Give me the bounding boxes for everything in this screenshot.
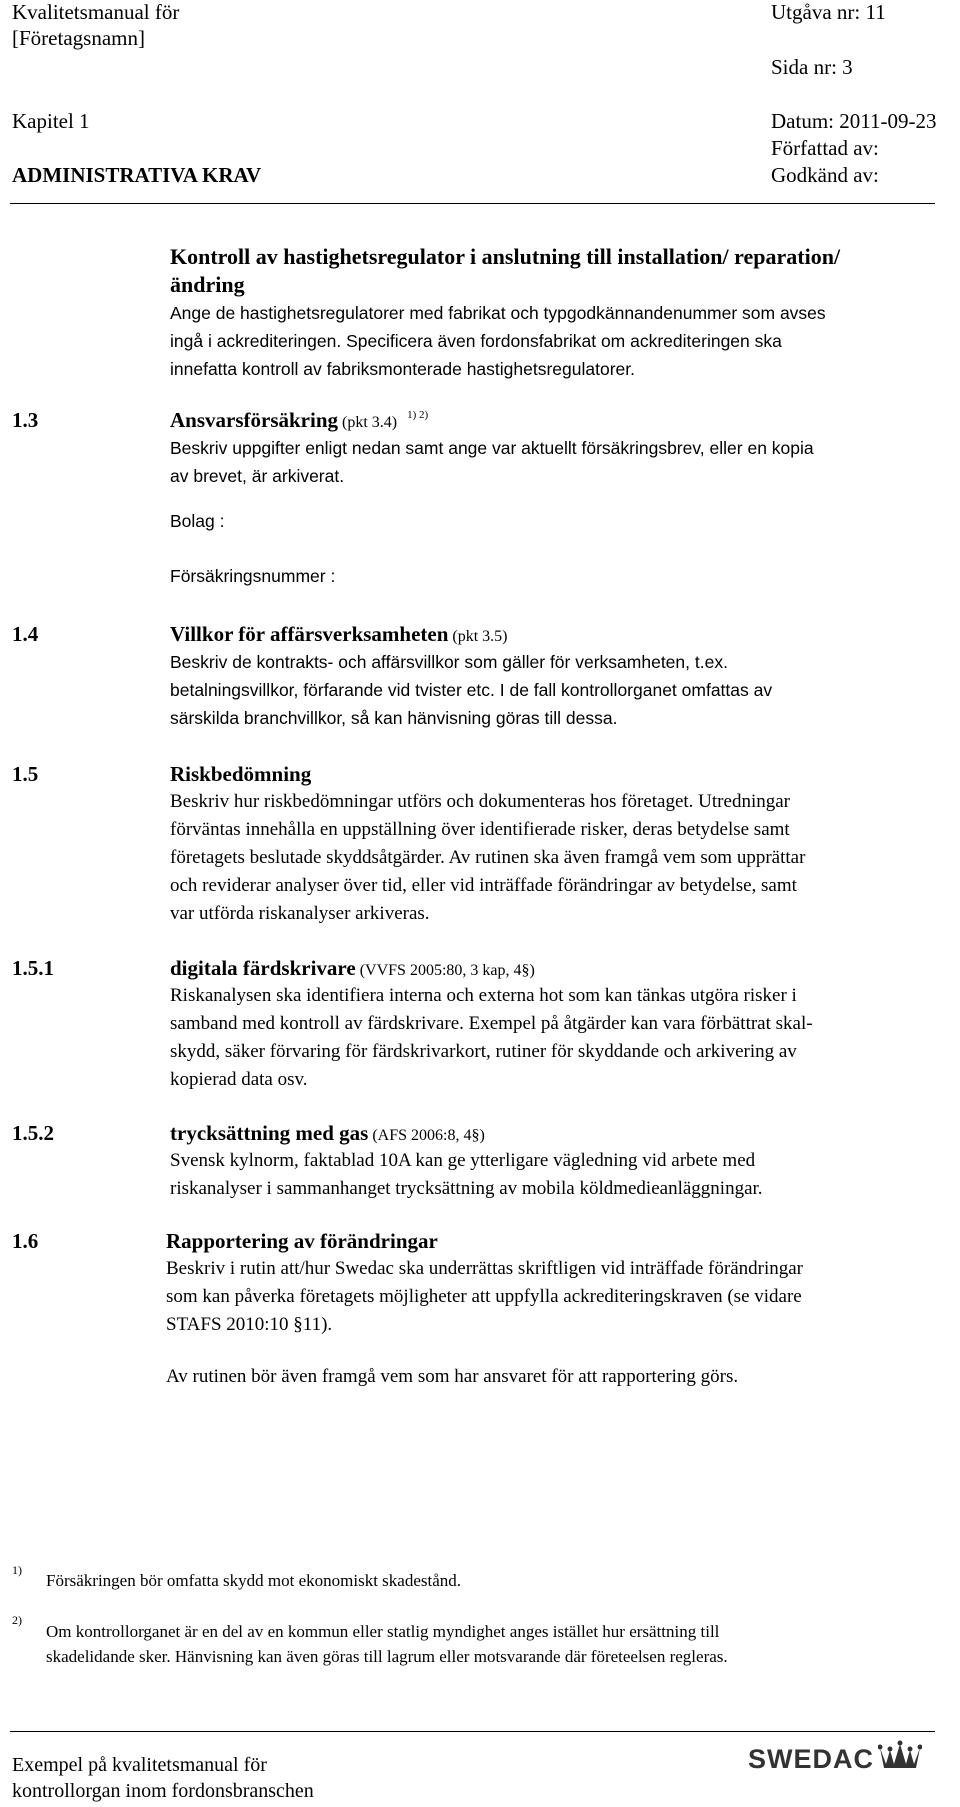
section-number: 1.3 (12, 408, 39, 432)
section-ref: (pkt 3.5) (452, 628, 508, 645)
policy-number-label: Försäkringsnummer : (170, 566, 336, 586)
approved-field: Godkänd av: (771, 163, 879, 187)
body-line: som kan påverka företagets möjligheter att uppfylla ackrediteringskraven (se vidare (166, 1286, 802, 1307)
body-line: riskanalyser i sammanhanget trycksättning av mobila köldmedieanläggningar. (170, 1178, 763, 1199)
body-line: Beskriv i rutin att/hur Swedac ska underrättas skriftligen vid inträffade förändringar (166, 1258, 804, 1279)
section-number: 1.6 (12, 1229, 39, 1253)
body-line: Beskriv hur riskbedömningar utförs och dokumenteras hos företaget. Utredningar (170, 791, 790, 812)
section-heading (170, 1121, 485, 1146)
intro-title-line2: ändring (170, 272, 245, 297)
body-line: särskilda branchvillkor, så kan hänvisning göras till dessa. (170, 708, 618, 728)
footnote-mark: 2) (12, 1613, 22, 1627)
section-body (170, 434, 814, 490)
intro-title-line1: Kontroll av hastighetsregulator i anslutning till installation/ reparation/ (170, 244, 841, 269)
section-title: Ansvarsförsäkring (170, 408, 339, 432)
section-title: digitala färdskrivare (170, 956, 356, 980)
footer-line: Exempel på kvalitetsmanual för (12, 1754, 267, 1776)
footer-divider (10, 1731, 935, 1732)
section-body (170, 1147, 763, 1203)
intro-paragraph (170, 299, 826, 383)
body-line: Riskanalysen ska identifiera interna och externa hot som kan tänkas utgöra risker i (170, 985, 797, 1006)
body-line: förväntas innehålla en uppställning över identifierade risker, deras betydelse samt (170, 819, 790, 840)
section-body (170, 982, 813, 1094)
footnote-text: Försäkringen bör omfatta skydd mot ekonomiskt skadestånd. (46, 1571, 462, 1590)
date-field: Datum: 2011-09-23 (771, 109, 937, 133)
swedac-logo-text: SWEDAC (748, 1744, 874, 1774)
footnote-text: Om kontrollorganet är en del av en kommun eller statlig myndighet anges istället hur ersättning till (46, 1622, 720, 1641)
intro-line: Ange de hastighetsregulatorer med fabrikat och typgodkännandenummer som avses (170, 303, 826, 323)
manual-title: Kvalitetsmanual för (12, 0, 180, 24)
footnote-mark: 1) (12, 1563, 22, 1577)
body-line: Svensk kylnorm, faktablad 10A kan ge ytterligare vägledning vid arbete med (170, 1150, 756, 1171)
body-line: var utförda riskanalyser arkiveras. (170, 903, 430, 924)
section-body (170, 648, 772, 732)
section-ref: (VVFS 2005:80, 3 kap, 4§) (359, 962, 535, 979)
page-number: Sida nr: 3 (771, 55, 853, 79)
section-ref: (pkt 3.4) (342, 414, 398, 431)
section-extra-line: Av rutinen bör även framgå vem som har ansvaret för att rapportering görs. (166, 1366, 739, 1387)
section-title: trycksättning med gas (170, 1121, 369, 1145)
body-line: kopierad data osv. (170, 1069, 308, 1090)
body-line: företagets beslutade skyddsåtgärder. Av rutinen ska även framgå vem som upprättar (170, 847, 806, 868)
header-divider (10, 203, 935, 204)
chapter-label: Kapitel 1 (12, 109, 90, 133)
swedac-crown-icon (878, 1740, 922, 1772)
section-body (170, 788, 805, 928)
section-number: 1.5.2 (12, 1121, 54, 1145)
intro-line: innefatta kontroll av fabriksmonterade hastighetsregulatorer. (170, 359, 635, 379)
body-line: och reviderar analyser över tid, eller vid inträffade förändringar av betydelse, samt (170, 875, 797, 896)
section-title: Riskbedömning (170, 762, 312, 786)
footnote-refs: 1) 2) (407, 409, 429, 421)
footer-line: kontrollorgan inom fordonsbranschen (12, 1780, 314, 1802)
body-line: skydd, säker förvaring för färdskrivarkort, rutiner för skyddande och arkivering av (170, 1041, 797, 1062)
section-heading (170, 408, 428, 433)
company-field-label: Bolag : (170, 511, 225, 531)
section-body (166, 1255, 803, 1339)
section-title: Rapportering av förändringar (166, 1229, 438, 1253)
footnote-text: skadelidande sker. Hänvisning kan även göras till lagrum eller motsvarande där företeelsen regleras. (46, 1647, 728, 1666)
section-number: 1.4 (12, 622, 39, 646)
body-line: STAFS 2010:10 §11). (166, 1314, 333, 1335)
body-line: Beskriv uppgifter enligt nedan samt ange var aktuellt försäkringsbrev, eller en kopia (170, 438, 814, 458)
chapter-title: ADMINISTRATIVA KRAV (12, 163, 262, 187)
company-name: [Företagsnamn] (12, 26, 145, 50)
body-line: av brevet, är arkiverat. (170, 466, 345, 486)
section-number: 1.5.1 (12, 956, 54, 980)
body-line: Beskriv de kontrakts- och affärsvillkor som gäller för verksamheten, t.ex. (170, 652, 728, 672)
author-field: Författad av: (771, 136, 879, 160)
intro-line: ingå i ackrediteringen. Specificera även fordonsfabrikat om ackrediteringen ska (170, 331, 782, 351)
section-ref: (AFS 2006:8, 4§) (372, 1127, 485, 1144)
section-heading (170, 622, 508, 647)
section-heading (170, 956, 535, 981)
body-line: betalningsvillkor, förfarande vid tvister etc. I de fall kontrollorganet omfattas av (170, 680, 773, 700)
edition-number: Utgåva nr: 11 (771, 0, 886, 24)
section-number: 1.5 (12, 762, 39, 786)
section-title: Villkor för affärsverksamheten (170, 622, 449, 646)
body-line: samband med kontroll av färdskrivare. Exempel på åtgärder kan vara förbättrat skal- (170, 1013, 813, 1034)
